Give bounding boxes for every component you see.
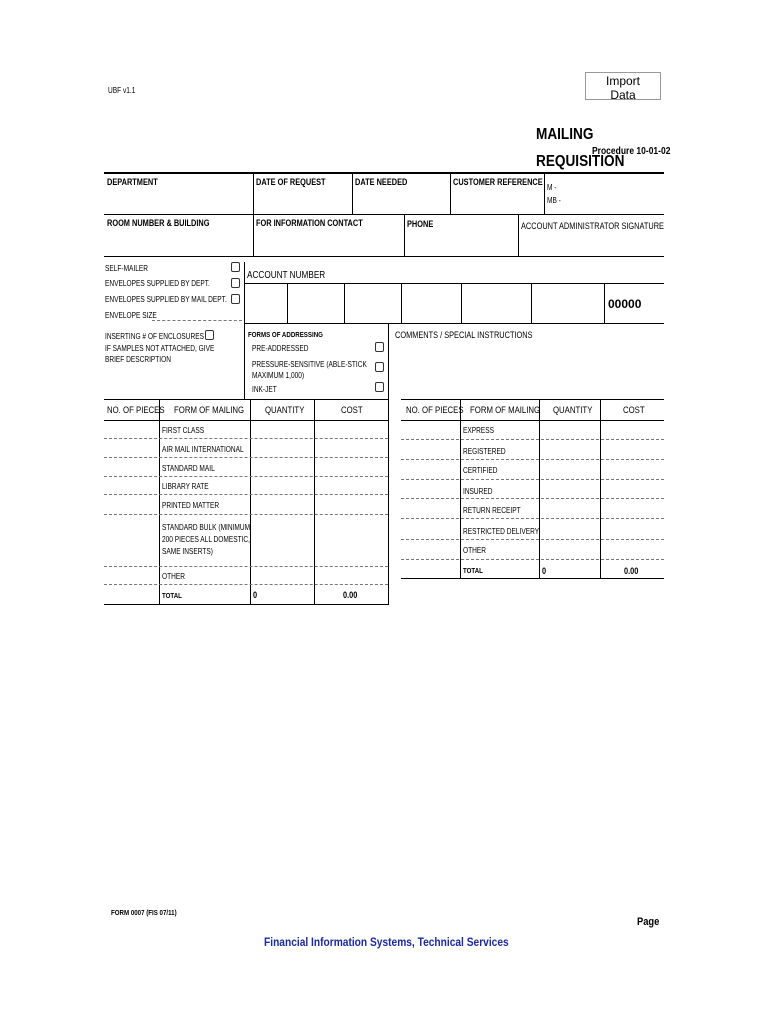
pressure-label-2: MAXIMUM 1,000): [252, 371, 305, 380]
divider: [401, 518, 664, 519]
row2-bottom-rule: [104, 256, 664, 257]
department-label: DEPARTMENT: [107, 177, 158, 187]
divider: [104, 566, 388, 567]
left-header-form: FORM OF MAILING: [174, 405, 245, 416]
customer-reference-label: CUSTOMER REFERENCE: [453, 177, 543, 187]
left-row-other: OTHER: [162, 572, 185, 581]
samples-label: IF SAMPLES NOT ATTACHED, GIVE: [105, 344, 215, 353]
env-mail-label: ENVELOPES SUPPLIED BY MAIL DEPT.: [105, 295, 227, 304]
account-grid-bottom: [244, 323, 664, 324]
divider: [544, 173, 545, 215]
form-version: UBF v1.1: [108, 86, 136, 95]
divider: [159, 400, 160, 605]
inserting-label: INSERTING # OF ENCLOSURES: [105, 332, 205, 341]
left-header-pieces: NO. OF PIECES: [107, 405, 165, 416]
divider: [352, 173, 353, 215]
divider: [401, 439, 664, 440]
divider: [518, 215, 519, 257]
divider: [401, 479, 664, 480]
title-mailing: MAILING: [536, 126, 594, 143]
divider: [244, 324, 245, 400]
left-table-bottom: [104, 604, 388, 605]
left-table-top: [104, 399, 388, 400]
left-header-cost: COST: [341, 405, 363, 416]
env-dept-checkbox[interactable]: [231, 278, 240, 288]
right-row-label: INSURED: [463, 487, 493, 496]
env-dept-label: ENVELOPES SUPPLIED BY DEPT.: [105, 279, 210, 288]
m-field[interactable]: M -: [547, 183, 557, 192]
ink-jet-label: INK-JET: [252, 385, 277, 394]
date-of-request-label: DATE OF REQUEST: [256, 177, 326, 187]
import-data-button[interactable]: Import Data: [585, 72, 661, 100]
left-header-quantity: QUANTITY: [265, 405, 305, 416]
left-total-cost: 0.00: [343, 590, 358, 600]
divider: [104, 494, 388, 495]
pre-addressed-checkbox[interactable]: [375, 342, 384, 352]
divider: [388, 324, 389, 400]
right-row-label: CERTIFIED: [463, 466, 498, 475]
divider: [401, 498, 664, 499]
right-header-form: FORM OF MAILING: [470, 405, 541, 416]
row1-bottom-rule: [104, 214, 664, 215]
left-row-label: FIRST CLASS: [162, 426, 205, 435]
left-row-label: AIR MAIL INTERNATIONAL: [162, 445, 244, 454]
left-row-label: STANDARD MAIL: [162, 464, 215, 473]
divider: [461, 283, 462, 323]
left-total-qty: 0: [253, 590, 258, 600]
left-row-label: LIBRARY RATE: [162, 482, 209, 491]
mb-field[interactable]: MB -: [547, 196, 561, 205]
account-grid-top: [244, 283, 664, 284]
divider: [401, 539, 664, 540]
account-total: 00000: [608, 297, 642, 311]
divider: [401, 559, 664, 560]
divider: [104, 457, 388, 458]
divider: [104, 438, 388, 439]
divider: [253, 215, 254, 257]
ink-jet-checkbox[interactable]: [375, 382, 384, 392]
right-total-cost: 0.00: [624, 566, 639, 576]
left-row-bulk-1: STANDARD BULK (MINIMUM: [162, 523, 251, 532]
right-header-pieces: NO. OF PIECES: [406, 405, 464, 416]
divider: [604, 283, 605, 323]
divider: [314, 400, 315, 605]
title-requisition: REQUISITION: [536, 153, 625, 170]
divider: [460, 400, 461, 579]
right-total-label: TOTAL: [463, 566, 483, 575]
divider: [104, 420, 388, 421]
procedure-number: Procedure 10-01-02: [592, 146, 671, 157]
divider: [600, 400, 601, 579]
comments-label: COMMENTS / SPECIAL INSTRUCTIONS: [395, 330, 533, 340]
right-table-top: [401, 399, 664, 400]
divider: [401, 459, 664, 460]
room-building-label: ROOM NUMBER & BUILDING: [107, 218, 210, 228]
divider: [539, 400, 540, 579]
right-row-label: OTHER: [463, 546, 486, 555]
divider: [104, 514, 388, 515]
self-mailer-checkbox[interactable]: [231, 262, 240, 272]
right-header-cost: COST: [623, 405, 645, 416]
right-header-quantity: QUANTITY: [553, 405, 593, 416]
divider: [287, 283, 288, 323]
row1-top-rule: [104, 172, 664, 174]
divider: [344, 283, 345, 323]
divider: [104, 584, 388, 585]
env-size-label: ENVELOPE SIZE: [105, 311, 157, 320]
left-row-label: PRINTED MATTER: [162, 501, 220, 510]
divider: [250, 400, 251, 605]
description-label: BRIEF DESCRIPTION: [105, 355, 171, 364]
divider: [450, 173, 451, 215]
date-needed-label: DATE NEEDED: [355, 177, 408, 187]
pre-addressed-label: PRE-ADDRESSED: [252, 344, 309, 353]
divider: [401, 283, 402, 323]
divider: [253, 173, 254, 215]
self-mailer-label: SELF-MAILER: [105, 264, 149, 273]
env-mail-checkbox[interactable]: [231, 294, 240, 304]
left-row-bulk-3: SAME INSERTS): [162, 547, 213, 556]
pressure-checkbox[interactable]: [375, 362, 384, 372]
divider: [388, 400, 389, 605]
divider: [244, 262, 245, 324]
right-row-label: EXPRESS: [463, 426, 494, 435]
pressure-label-1: PRESSURE-SENSITIVE (ABLE-STICK: [252, 360, 367, 369]
form-number: FORM 0007 (FIS 07/11): [111, 908, 177, 917]
divider: [401, 420, 664, 421]
inserting-checkbox[interactable]: [205, 330, 214, 340]
right-table-bottom: [401, 578, 664, 579]
right-total-qty: 0: [542, 566, 547, 576]
divider: [531, 283, 532, 323]
env-size-line[interactable]: [152, 320, 242, 321]
right-row-label: RESTRICTED DELIVERY: [463, 527, 540, 536]
left-row-bulk-2: 200 PIECES ALL DOMESTIC,: [162, 535, 250, 544]
right-row-label: REGISTERED: [463, 447, 506, 456]
left-total-label: TOTAL: [162, 591, 182, 600]
account-number-label: ACCOUNT NUMBER: [247, 270, 326, 281]
addressing-title: FORMS OF ADDRESSING: [248, 330, 323, 339]
divider: [404, 215, 405, 257]
org-name: Financial Information Systems, Technical Services: [264, 935, 509, 949]
signature-label: ACCOUNT ADMINISTRATOR SIGNATURE: [521, 221, 664, 231]
phone-label: PHONE: [407, 219, 434, 229]
page-label: Page: [637, 916, 660, 928]
info-contact-label: FOR INFORMATION CONTACT: [256, 218, 363, 228]
right-row-label: RETURN RECEIPT: [463, 506, 521, 515]
divider: [104, 476, 388, 477]
